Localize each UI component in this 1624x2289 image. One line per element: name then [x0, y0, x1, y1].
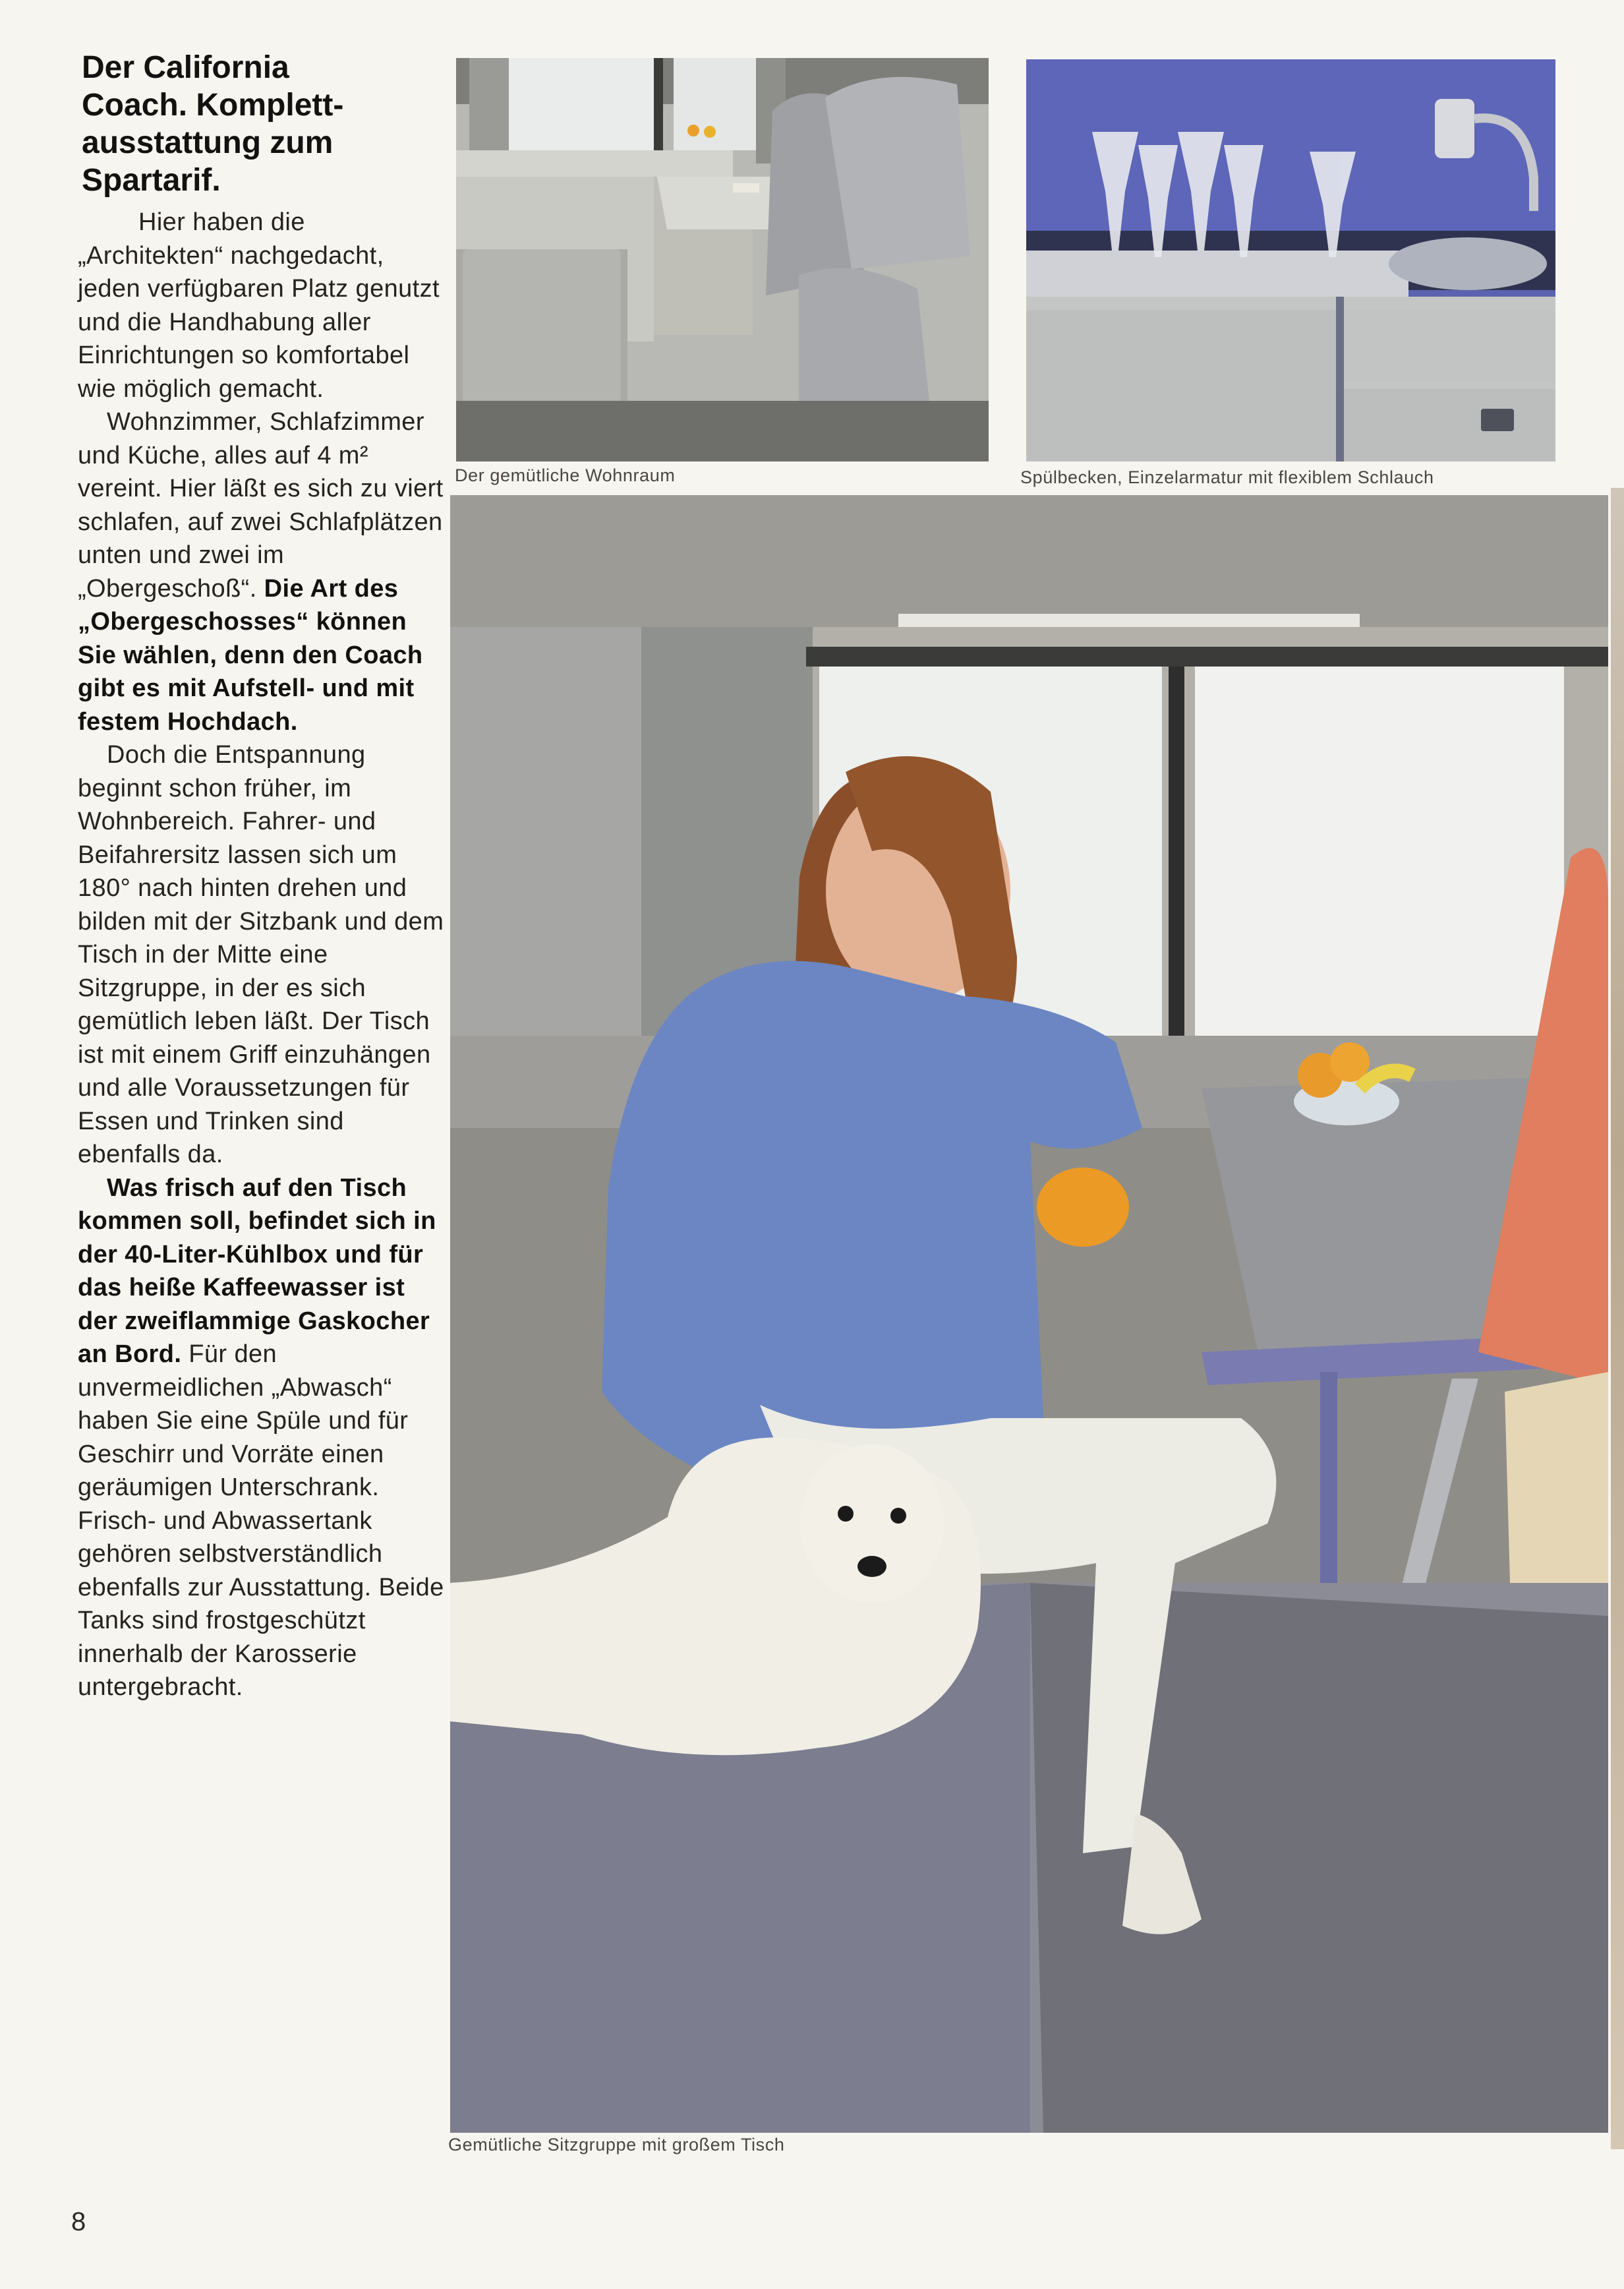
- seating-area-photo: [450, 495, 1608, 2133]
- paragraph-3: Doch die Entspannung beginnt schon früher, im Wohnbereich. Fahrer- und Beifahrersitz lassen sich um 180° nach hinten drehen und bilden mit der Sitzbank und dem Tisch in der Mitte eine Sitzgruppe, in der es sich gemütlich leben läßt. Der Tisch ist mit einem Griff einzuhängen und alle Voraussetzungen für Essen und Trinken sind ebenfalls da.: [78, 741, 444, 1168]
- paragraph-4: [78, 1172, 447, 1704]
- caption-living-room: Der gemütliche Wohnraum: [455, 465, 676, 485]
- paragraph-2: [78, 405, 447, 738]
- sink-photo: [1026, 59, 1555, 461]
- article-column: [78, 49, 447, 1704]
- paragraph-1: Hier haben die „Architekten“ nachgedacht, jeden verfügbaren Platz genutzt und die Handhabung aller Einrichtungen so komfortabel wie möglich gemacht.: [78, 208, 440, 403]
- binding-edge: [1611, 488, 1624, 2149]
- caption-seating: Gemütliche Sitzgruppe mit großem Tisch: [448, 2135, 785, 2155]
- article-body: [78, 206, 447, 1704]
- headline-line: ausstattung zum: [82, 125, 334, 160]
- headline-line: Der California: [82, 50, 289, 85]
- paragraph-2-text: Wohnzimmer, Schlafzimmer und Küche, alles auf 4 m² vereint. Hier läßt es sich zu viert schlafen, auf zwei Schlafplätzen unten und zwei im „Obergeschoß“.: [78, 408, 444, 603]
- caption-sink: Spülbecken, Einzelarmatur mit flexiblem Schlauch: [1020, 467, 1434, 487]
- page-number: 8: [71, 2207, 86, 2236]
- paragraph-4-text: Für den unvermeidlichen „Abwasch“ haben Sie eine Spüle und für Geschirr und Vorräte einen geräumigen Unterschrank. Frisch- und Abwassertank gehören selbstverständlich ebenfalls zur Ausstattung. Beide Tanks sind frostgeschützt innerhalb der Karosserie untergebracht.: [78, 1340, 444, 1701]
- headline: [82, 49, 447, 199]
- paragraph-2-emphasis: Die Art des „Obergeschosses“ können Sie wählen, denn den Coach gibt es mit Aufstell- und mit festem Hochdach.: [78, 574, 423, 736]
- living-room-photo: [456, 58, 989, 461]
- paragraph-4-emphasis: Was frisch auf den Tisch kommen soll, befindet sich in der 40-Liter-Kühlbox und für das heiße Kaffeewasser ist der zweiflammige Gaskocher an Bord.: [78, 1174, 436, 1368]
- headline-line: Coach. Komplett-: [82, 88, 344, 123]
- headline-line: Spartarif.: [82, 163, 221, 198]
